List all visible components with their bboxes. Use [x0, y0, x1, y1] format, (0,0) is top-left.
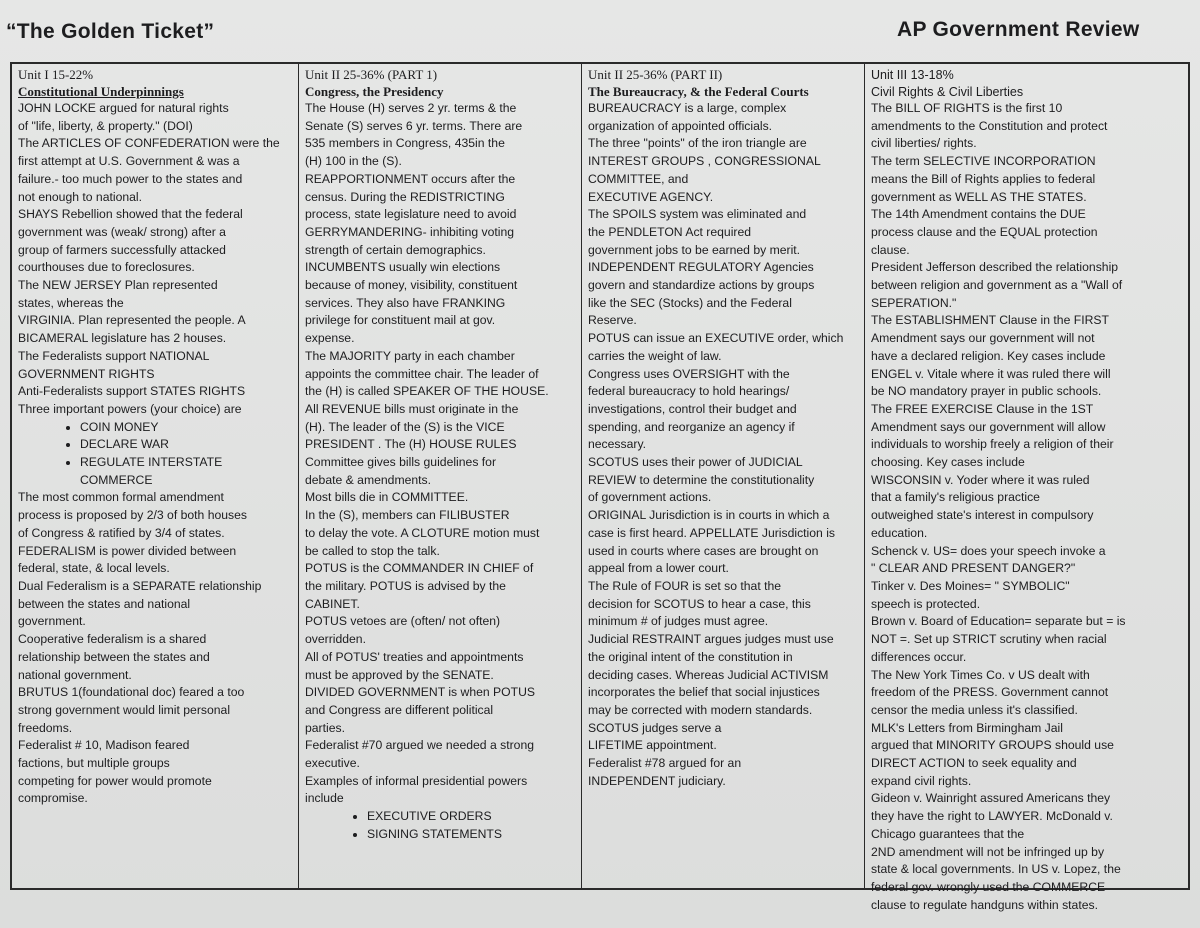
text-line: Gideon v. Wainright assured Americans they: [871, 791, 1111, 806]
text-line: Most bills die in COMMITTEE.: [305, 490, 469, 505]
text-line: expand civil rights.: [871, 773, 972, 788]
text-line: DIRECT ACTION to seek equality and: [871, 756, 1077, 771]
text-line: The MAJORITY party in each chamber: [305, 348, 515, 363]
text-line: spending, and reorganize an agency if: [588, 419, 795, 434]
text-line: WISCONSIN v. Yoder where it was ruled: [871, 472, 1090, 487]
text-line: census. During the REDISTRICTING: [305, 189, 505, 204]
text-line: expense.: [305, 331, 355, 346]
text-line: the original intent of the constitution in: [588, 649, 793, 664]
text-line: Senate (S) serves 6 yr. terms. There are: [305, 118, 523, 133]
text-line: Three important powers (your choice) are: [18, 401, 242, 416]
text-line: DIVIDED GOVERNMENT is when POTUS: [305, 685, 536, 700]
text-line: BRUTUS 1(foundational doc) feared a too: [18, 685, 245, 700]
unit-topic: Constitutional Underpinnings: [18, 83, 184, 99]
text-line: PRESIDENT . The (H) HOUSE RULES: [305, 437, 517, 452]
text-line: The ESTABLISHMENT Clause in the FIRST: [871, 313, 1109, 328]
text-line: The House (H) serves 2 yr. terms & the: [305, 101, 517, 115]
text-line: freedom of the PRESS. Government cannot: [871, 685, 1109, 700]
text-line: of Congress & ratified by 3/4 of states.: [18, 525, 225, 540]
text-line: INDEPENDENT judiciary.: [588, 773, 726, 788]
text-line: COMMITTEE, and: [588, 171, 689, 186]
text-line: The three "points" of the iron triangle are: [588, 136, 807, 151]
text-line: POTUS is the COMMANDER IN CHIEF of: [305, 561, 534, 576]
text-line: between religion and government as a "Wall of: [871, 278, 1123, 293]
text-line: states, whereas the: [18, 295, 124, 310]
text-line: REAPPORTIONMENT occurs after the: [305, 171, 516, 186]
text-line: be called to stop the talk.: [305, 543, 440, 558]
text-line: executive.: [305, 756, 360, 771]
text-line: overridden.: [305, 632, 366, 647]
text-line: competing for power would promote: [18, 773, 212, 788]
text-line: ORIGINAL Jurisdiction is in courts in which a: [588, 508, 830, 523]
text-line: President Jefferson described the relationship: [871, 260, 1119, 275]
text-line: government as WELL AS THE STATES.: [871, 189, 1087, 204]
text-line: MLK's Letters from Birmingham Jail: [871, 720, 1063, 735]
unit-label: Unit II 25-36% (PART II): [588, 67, 723, 82]
text-line: not enough to national.: [18, 189, 143, 204]
text-line: The Rule of FOUR is set so that the: [588, 578, 782, 593]
text-line: may be corrected with modern standards.: [588, 702, 813, 717]
text-line: case is first heard. APPELLATE Jurisdiction is: [588, 525, 836, 540]
bullet-item: • EXECUTIVE ORDERS: [367, 808, 576, 826]
text-line: government.: [18, 614, 86, 629]
text-line: choosing. Key cases include: [871, 455, 1025, 470]
text-line: between the states and national: [18, 596, 191, 611]
text-line: necessary.: [588, 437, 647, 452]
text-line: REVIEW to determine the constitutionality: [588, 472, 815, 487]
unit-topic: The Bureaucracy, & the Federal Courts: [588, 83, 809, 99]
text-line: JOHN LOCKE argued for natural rights: [18, 101, 229, 115]
text-line: (H). The leader of the (S) is the VICE: [305, 419, 505, 434]
text-line: INDEPENDENT REGULATORY Agencies: [588, 260, 814, 275]
bullet-item: • DECLARE WAR: [80, 436, 293, 454]
text-line: speech is protected.: [871, 596, 981, 611]
bullet-item: • SIGNING STATEMENTS: [367, 826, 576, 844]
text-line: The most common formal amendment: [18, 490, 224, 505]
text-line: ENGEL v. Vitale where it was ruled there will: [871, 366, 1111, 381]
text-line: censor the media unless it's classified.: [871, 702, 1078, 717]
column-unit-1: [12, 64, 299, 888]
text-line: minimum # of judges must agree.: [588, 614, 769, 629]
text-line: to delay the vote. A CLOTURE motion must: [305, 525, 540, 540]
text-line: Federalist # 10, Madison feared: [18, 738, 190, 753]
text-line: organization of appointed officials.: [588, 118, 773, 133]
bullet-list: [18, 419, 293, 490]
text-line: Tinker v. Des Moines= " SYMBOLIC": [871, 578, 1070, 593]
text-line: INTEREST GROUPS , CONGRESSIONAL: [588, 154, 821, 169]
column-heading: [588, 67, 859, 100]
text-line: The 14th Amendment contains the DUE: [871, 207, 1086, 222]
text-line: LIFETIME appointment.: [588, 738, 717, 753]
bullet-item: • COIN MONEY: [80, 419, 293, 437]
text-line: SHAYS Rebellion showed that the federal: [18, 207, 243, 222]
title-golden-ticket: “The Golden Ticket”: [6, 20, 215, 43]
unit-label: Unit III 13-18%: [871, 68, 954, 82]
text-line: The ARTICLES OF CONFEDERATION were the: [18, 136, 280, 151]
text-line: BUREAUCRACY is a large, complex: [588, 101, 787, 115]
text-line: POTUS can issue an EXECUTIVE order, which: [588, 331, 844, 346]
text-line: must be approved by the SENATE.: [305, 667, 494, 682]
text-line: POTUS vetoes are (often/ not often): [305, 614, 501, 629]
text-line: The NEW JERSEY Plan represented: [18, 278, 218, 293]
text-line: failure.- too much power to the states and: [18, 171, 243, 186]
text-line: EXECUTIVE AGENCY.: [588, 189, 714, 204]
text-line: deciding cases. Whereas Judicial ACTIVISM: [588, 667, 829, 682]
text-line: The BILL OF RIGHTS is the first 10: [871, 101, 1063, 115]
text-line: government jobs to be earned by merit.: [588, 242, 801, 257]
text-line: the (H) is called SPEAKER OF THE HOUSE.: [305, 384, 549, 399]
text-line: like the SEC (Stocks) and the Federal: [588, 295, 792, 310]
text-line: BICAMERAL legislature has 2 houses.: [18, 331, 227, 346]
text-line: of "life, liberty, & property." (DOI): [18, 118, 193, 133]
text-line: SCOTUS judges serve a: [588, 720, 722, 735]
text-line: Anti-Federalists support STATES RIGHTS: [18, 384, 246, 399]
text-line: national government.: [18, 667, 132, 682]
text-line: Examples of informal presidential powers: [305, 773, 528, 788]
text-line: first attempt at U.S. Government & was a: [18, 154, 240, 169]
text-line: privilege for constituent mail at gov.: [305, 313, 496, 328]
text-line: state & local governments. In US v. Lopez, the: [871, 862, 1121, 877]
text-line: 535 members in Congress, 435in the: [305, 136, 505, 151]
column-text: [18, 100, 293, 419]
text-line: incorporates the belief that social injustices: [588, 685, 820, 700]
column-text: [305, 100, 576, 808]
text-line: services. They also have FRANKING: [305, 295, 506, 310]
text-line: process is proposed by 2/3 of both houses: [18, 508, 247, 523]
text-line: Chicago guarantees that the: [871, 826, 1025, 841]
text-line: outweighed state's interest in compulsory: [871, 508, 1094, 523]
column-text-continued: [18, 489, 293, 808]
text-line: FEDERALISM is power divided between: [18, 543, 237, 558]
text-line: SCOTUS uses their power of JUDICIAL: [588, 455, 803, 470]
text-line: have a declared religion. Key cases include: [871, 348, 1106, 363]
bullet-item: • REGULATE INTERSTATE COMMERCE: [80, 454, 293, 489]
column-text: [871, 100, 1183, 914]
text-line: strength of certain demographics.: [305, 242, 486, 257]
text-line: The SPOILS system was eliminated and: [588, 207, 807, 222]
column-text: [588, 100, 859, 790]
text-line: compromise.: [18, 791, 88, 806]
text-line: SEPERATION.": [871, 295, 957, 310]
title-ap-government-review: AP Government Review: [897, 18, 1140, 41]
text-line: civil liberties/ rights.: [871, 136, 977, 151]
text-line: (H) 100 in the (S).: [305, 154, 402, 169]
text-line: Dual Federalism is a SEPARATE relationship: [18, 578, 262, 593]
text-line: appoints the committee chair. The leader of: [305, 366, 539, 381]
review-table: [10, 62, 1190, 912]
text-line: process clause and the EQUAL protection: [871, 224, 1098, 239]
unit-label: Unit II 25-36% (PART 1): [305, 67, 438, 82]
text-line: The New York Times Co. v US dealt with: [871, 667, 1090, 682]
bullet-list: [305, 808, 576, 843]
text-line: Cooperative federalism is a shared: [18, 632, 207, 647]
text-line: Amendment says our government will not: [871, 331, 1095, 346]
text-line: education.: [871, 525, 928, 540]
text-line: The term SELECTIVE INCORPORATION: [871, 154, 1096, 169]
text-line: include: [305, 791, 344, 806]
text-line: VIRGINIA. Plan represented the people. A: [18, 313, 246, 328]
text-line: GOVERNMENT RIGHTS: [18, 366, 155, 381]
text-line: the military. POTUS is advised by the: [305, 578, 506, 593]
text-line: In the (S), members can FILIBUSTER: [305, 508, 510, 523]
text-line: the PENDLETON Act required: [588, 224, 752, 239]
text-line: individuals to worship freely a religion of their: [871, 437, 1114, 452]
text-line: courthouses due to foreclosures.: [18, 260, 195, 275]
text-line: Brown v. Board of Education= separate but = is: [871, 614, 1126, 629]
text-line: relationship between the states and: [18, 649, 210, 664]
text-line: The Federalists support NATIONAL: [18, 348, 210, 363]
text-line: 2ND amendment will not be infringed up by: [871, 844, 1105, 859]
text-line: and Congress are different political: [305, 702, 494, 717]
text-line: freedoms.: [18, 720, 73, 735]
text-line: that a family's religious practice: [871, 490, 1040, 505]
text-line: federal, state, & local levels.: [18, 561, 170, 576]
text-line: argued that MINORITY GROUPS should use: [871, 738, 1114, 753]
text-line: All of POTUS' treaties and appointments: [305, 649, 524, 664]
text-line: Reserve.: [588, 313, 637, 328]
column-unit-2-part-1: [299, 64, 582, 888]
text-line: Federalist #78 argued for an: [588, 756, 742, 771]
text-line: parties.: [305, 720, 345, 735]
text-line: carries the weight of law.: [588, 348, 722, 363]
column-heading: [18, 67, 293, 100]
text-line: investigations, control their budget and: [588, 401, 797, 416]
text-line: CABINET.: [305, 596, 360, 611]
text-line: group of farmers successfully attacked: [18, 242, 226, 257]
text-line: government was (weak/ strong) after a: [18, 224, 226, 239]
text-line: because of money, visibility, constituent: [305, 278, 518, 293]
text-line: be NO mandatory prayer in public schools.: [871, 384, 1102, 399]
text-line: amendments to the Constitution and protect: [871, 118, 1108, 133]
text-line: The FREE EXERCISE Clause in the 1ST: [871, 401, 1094, 416]
text-line: NOT =. Set up STRICT scrutiny when racial: [871, 632, 1107, 647]
text-line: " CLEAR AND PRESENT DANGER?": [871, 561, 1076, 576]
text-line: factions, but multiple groups: [18, 756, 170, 771]
text-line: GERRYMANDERING- inhibiting voting: [305, 224, 515, 239]
text-line: clause.: [871, 242, 910, 257]
text-line: process, state legislature need to avoid: [305, 207, 517, 222]
text-line: clause to regulate handguns within states.: [871, 897, 1098, 912]
text-line: govern and standardize actions by groups: [588, 278, 815, 293]
text-line: Congress uses OVERSIGHT with the: [588, 366, 790, 381]
text-line: All REVENUE bills must originate in the: [305, 401, 519, 416]
text-line: Judicial RESTRAINT argues judges must use: [588, 632, 834, 647]
column-heading: [871, 67, 1183, 100]
text-line: INCUMBENTS usually win elections: [305, 260, 501, 275]
text-line: decision for SCOTUS to hear a case, this: [588, 596, 811, 611]
text-line: federal bureaucracy to hold hearings/: [588, 384, 790, 399]
column-unit-3: [865, 64, 1188, 912]
text-line: Schenck v. US= does your speech invoke a: [871, 543, 1106, 558]
unit-topic: Civil Rights & Civil Liberties: [871, 84, 1024, 99]
text-line: used in courts where cases are brought on: [588, 543, 819, 558]
text-line: appeal from a lower court.: [588, 561, 729, 576]
text-line: of government actions.: [588, 490, 712, 505]
text-line: Committee gives bills guidelines for: [305, 455, 497, 470]
column-unit-2-part-2: [582, 64, 865, 888]
text-line: they have the right to LAWYER. McDonald v.: [871, 809, 1113, 824]
text-line: differences occur.: [871, 649, 967, 664]
text-line: debate & amendments.: [305, 472, 432, 487]
text-line: federal gov. wrongly used the COMMERCE: [871, 879, 1106, 894]
text-line: strong government would limit personal: [18, 702, 231, 717]
unit-label: Unit I 15-22%: [18, 67, 94, 82]
unit-topic: Congress, the Presidency: [305, 83, 444, 99]
text-line: Federalist #70 argued we needed a strong: [305, 738, 535, 753]
text-line: Amendment says our government will allow: [871, 419, 1106, 434]
column-heading: [305, 67, 576, 100]
text-line: means the Bill of Rights applies to federal: [871, 171, 1096, 186]
